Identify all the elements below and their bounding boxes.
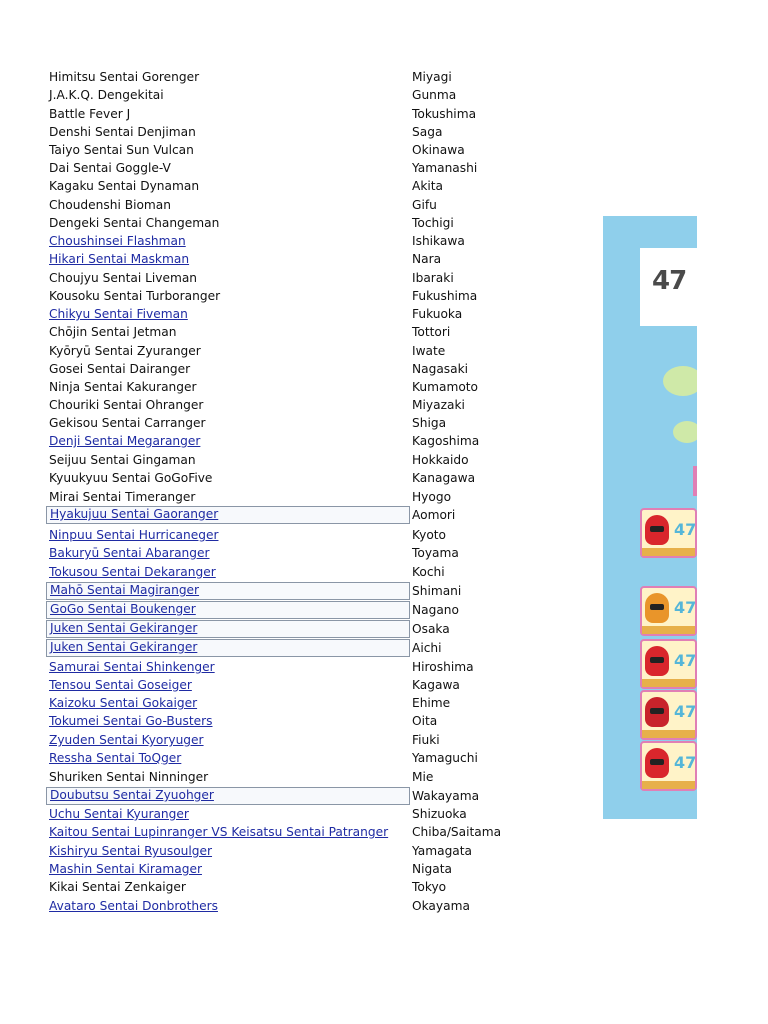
ranger-card <box>640 586 697 636</box>
prefecture-cell: Fiuki <box>412 733 440 747</box>
table-row <box>0 287 600 305</box>
prefecture-cell: Mie <box>412 770 434 784</box>
table-row <box>0 360 600 378</box>
card-number: 47 <box>674 598 697 617</box>
series-title: Battle Fever J <box>49 107 131 121</box>
embedded-poster-image <box>603 216 697 819</box>
table-row <box>0 159 600 177</box>
series-title-link[interactable]: Denji Sentai Megaranger <box>49 434 201 448</box>
series-title: Kagaku Sentai Dynaman <box>49 179 200 193</box>
prefecture-cell: Miyazaki <box>412 398 465 412</box>
table-row <box>0 105 600 123</box>
table-row <box>0 177 600 195</box>
prefecture-cell: Tokyo <box>412 880 447 894</box>
ranger-card <box>640 690 697 740</box>
prefecture-cell: Wakayama <box>412 789 480 803</box>
table-row <box>0 451 600 469</box>
table-row <box>0 860 600 878</box>
series-title-link[interactable]: Choushinsei Flashman <box>49 234 186 248</box>
card-number: 47 <box>674 702 697 721</box>
series-title-link[interactable]: Juken Sentai Gekiranger <box>46 639 410 657</box>
series-title-link[interactable]: Zyuden Sentai Kyoryuger <box>49 733 204 747</box>
prefecture-cell: Yamaguchi <box>412 751 478 765</box>
table-row <box>0 214 600 232</box>
prefecture-cell: Hokkaido <box>412 453 469 467</box>
table-row <box>0 469 600 487</box>
prefecture-cell: Kagoshima <box>412 434 480 448</box>
series-title: Kyuukyuu Sentai GoGoFive <box>49 471 213 485</box>
prefecture-cell: Fukushima <box>412 289 478 303</box>
prefecture-cell: Okinawa <box>412 143 465 157</box>
table-row <box>0 86 600 104</box>
series-title: Ninja Sentai Kakuranger <box>49 380 197 394</box>
table-row <box>0 897 600 915</box>
prefecture-cell: Ibaraki <box>412 271 454 285</box>
helmet-visor <box>650 657 664 663</box>
table-row <box>0 620 600 638</box>
prefecture-cell: Kumamoto <box>412 380 479 394</box>
prefecture-cell: Nagano <box>412 603 459 617</box>
prefecture-cell: Kochi <box>412 565 445 579</box>
prefecture-cell: Tochigi <box>412 216 454 230</box>
series-title: Chouriki Sentai Ohranger <box>49 398 204 412</box>
series-title: Denshi Sentai Denjiman <box>49 125 196 139</box>
series-title: Choujyu Sentai Liveman <box>49 271 198 285</box>
table-row <box>0 878 600 896</box>
series-title: Kikai Sentai Zenkaiger <box>49 880 186 894</box>
table-row <box>0 232 600 250</box>
table-row <box>0 712 600 730</box>
table-row <box>0 676 600 694</box>
prefecture-cell: Tokushima <box>412 107 477 121</box>
table-row <box>0 396 600 414</box>
helmet-visor <box>650 604 664 610</box>
table-row <box>0 544 600 562</box>
series-title-link[interactable]: Uchu Sentai Kyuranger <box>49 807 189 821</box>
prefecture-cell: Aomori <box>412 508 456 522</box>
series-title: Dengeki Sentai Changeman <box>49 216 220 230</box>
series-title-link[interactable]: Mahō Sentai Magiranger <box>46 582 410 600</box>
series-title: Dai Sentai Goggle-V <box>49 161 171 175</box>
series-title: Gosei Sentai Dairanger <box>49 362 191 376</box>
prefecture-cell: Aichi <box>412 641 442 655</box>
card-strip <box>642 679 695 687</box>
series-title-link[interactable]: Mashin Sentai Kiramager <box>49 862 202 876</box>
prefecture-cell: Iwate <box>412 344 446 358</box>
series-title-link[interactable]: Hikari Sentai Maskman <box>49 252 190 266</box>
helmet-visor <box>650 526 664 532</box>
map-blob <box>663 366 697 396</box>
prefecture-cell: Shimani <box>412 584 462 598</box>
table-row <box>0 526 600 544</box>
card-number: 47 <box>674 753 697 772</box>
table-row <box>0 787 600 805</box>
series-title-link[interactable]: Kaitou Sentai Lupinranger VS Keisatsu Sentai Patranger <box>49 825 389 839</box>
series-title-link[interactable]: Hyakujuu Sentai Gaoranger <box>46 506 410 524</box>
series-title-link[interactable]: Avataro Sentai Donbrothers <box>49 899 218 913</box>
table-row <box>0 658 600 676</box>
table-row <box>0 805 600 823</box>
prefecture-cell: Kyoto <box>412 528 447 542</box>
table-row <box>0 305 600 323</box>
map-blob <box>673 421 697 443</box>
pink-bar <box>693 466 697 496</box>
series-title-link[interactable]: Ressha Sentai ToQger <box>49 751 182 765</box>
table-row <box>0 269 600 287</box>
card-number: 47 <box>674 520 697 539</box>
prefecture-cell: Gifu <box>412 198 437 212</box>
prefecture-cell: Shizuoka <box>412 807 467 821</box>
series-title: Choudenshi Bioman <box>49 198 171 212</box>
series-title: Taiyo Sentai Sun Vulcan <box>49 143 194 157</box>
series-title: Chōjin Sentai Jetman <box>49 325 177 339</box>
series-title: Gekisou Sentai Carranger <box>49 416 206 430</box>
table-row <box>0 731 600 749</box>
table-row <box>0 749 600 767</box>
table-row <box>0 414 600 432</box>
table-row <box>0 823 600 841</box>
ranger-card <box>640 508 697 558</box>
prefecture-cell: Miyagi <box>412 70 452 84</box>
table-row <box>0 563 600 581</box>
table-row <box>0 506 600 524</box>
ranger-card <box>640 741 697 791</box>
table-row <box>0 488 600 506</box>
prefecture-cell: Hyogo <box>412 490 452 504</box>
card-strip <box>642 626 695 634</box>
table-row <box>0 601 600 619</box>
prefecture-cell: Kagawa <box>412 678 460 692</box>
card-strip <box>642 548 695 556</box>
series-title: Kousoku Sentai Turboranger <box>49 289 221 303</box>
prefecture-cell: Akita <box>412 179 444 193</box>
series-title-link[interactable]: Kaizoku Sentai Gokaiger <box>49 696 198 710</box>
series-title: Seijuu Sentai Gingaman <box>49 453 196 467</box>
prefecture-cell: Tottori <box>412 325 451 339</box>
series-title-link[interactable]: Tokusou Sentai Dekaranger <box>49 565 216 579</box>
prefecture-cell: Nagasaki <box>412 362 469 376</box>
prefecture-cell: Nara <box>412 252 442 266</box>
prefecture-cell: Toyama <box>412 546 459 560</box>
table-row <box>0 323 600 341</box>
card-strip <box>642 781 695 789</box>
prefecture-cell: Hiroshima <box>412 660 474 674</box>
poster-logo-number: 47 <box>652 266 687 296</box>
prefecture-cell: Okayama <box>412 899 470 913</box>
card-strip <box>642 730 695 738</box>
prefecture-cell: Yamanashi <box>412 161 478 175</box>
series-title-link[interactable]: Samurai Sentai Shinkenger <box>49 660 215 674</box>
series-title: J.A.K.Q. Dengekitai <box>49 88 164 102</box>
table-row <box>0 842 600 860</box>
table-row <box>0 196 600 214</box>
series-title-link[interactable]: Juken Sentai Gekiranger <box>46 620 410 638</box>
helmet-visor <box>650 759 664 765</box>
series-title: Himitsu Sentai Gorenger <box>49 70 200 84</box>
prefecture-cell: Ehime <box>412 696 451 710</box>
series-title-link[interactable]: Bakuryū Sentai Abaranger <box>49 546 210 560</box>
table-row <box>0 342 600 360</box>
prefecture-cell: Saga <box>412 125 443 139</box>
table-row <box>0 68 600 86</box>
prefecture-cell: Gunma <box>412 88 457 102</box>
series-title-link[interactable]: Tensou Sentai Goseiger <box>49 678 192 692</box>
prefecture-cell: Fukuoka <box>412 307 463 321</box>
table-row <box>0 768 600 786</box>
series-title: Shuriken Sentai Ninninger <box>49 770 209 784</box>
prefecture-cell: Kanagawa <box>412 471 476 485</box>
prefecture-cell: Yamagata <box>412 844 473 858</box>
table-row <box>0 123 600 141</box>
series-title: Mirai Sentai Timeranger <box>49 490 196 504</box>
series-title-link[interactable]: Chikyu Sentai Fiveman <box>49 307 188 321</box>
prefecture-cell: Osaka <box>412 622 450 636</box>
table-row <box>0 582 600 600</box>
prefecture-cell: Oita <box>412 714 438 728</box>
table-row <box>0 432 600 450</box>
card-number: 47 <box>674 651 697 670</box>
series-title-link[interactable]: Doubutsu Sentai Zyuohger <box>46 787 410 805</box>
table-row <box>0 378 600 396</box>
table-row <box>0 694 600 712</box>
prefecture-cell: Ishikawa <box>412 234 465 248</box>
series-title-link[interactable]: GoGo Sentai Boukenger <box>46 601 410 619</box>
prefecture-cell: Shiga <box>412 416 447 430</box>
series-title-link[interactable]: Kishiryu Sentai Ryusoulger <box>49 844 213 858</box>
ranger-card <box>640 639 697 689</box>
prefecture-cell: Nigata <box>412 862 452 876</box>
table-row <box>0 141 600 159</box>
prefecture-cell: Chiba/Saitama <box>412 825 502 839</box>
series-title: Kyōryū Sentai Zyuranger <box>49 344 201 358</box>
table-row <box>0 250 600 268</box>
series-title-link[interactable]: Tokumei Sentai Go-Busters <box>49 714 213 728</box>
table-row <box>0 639 600 657</box>
series-title-link[interactable]: Ninpuu Sentai Hurricaneger <box>49 528 219 542</box>
helmet-visor <box>650 708 664 714</box>
